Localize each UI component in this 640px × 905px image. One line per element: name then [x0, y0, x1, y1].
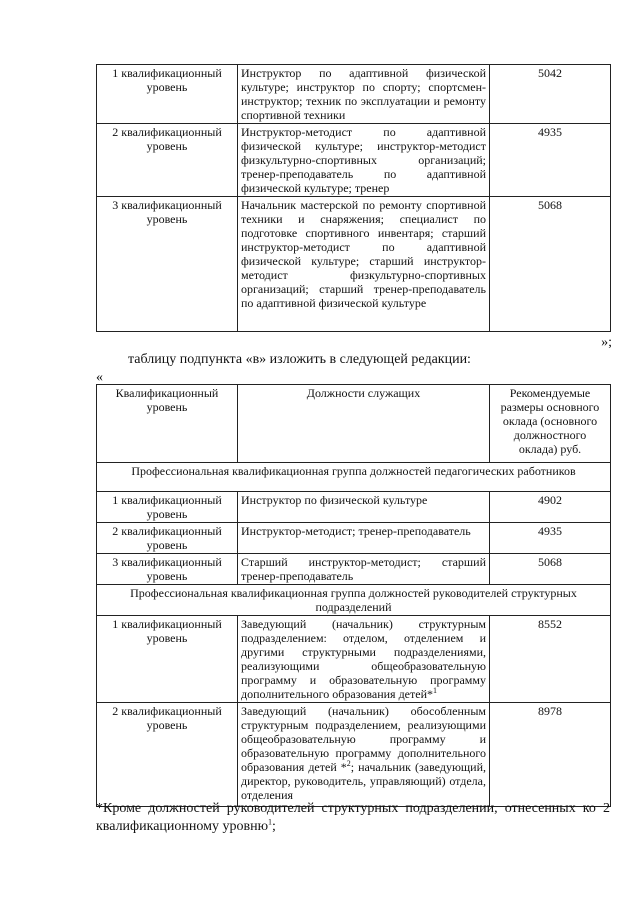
positions-text: Заведующий (начальник) обособленным структурным подразделением, реализующими общеобразовательную программу и образовательную программу дополнительного образования детей * — [241, 704, 486, 774]
amendment-instruction: таблицу подпункта «в» изложить в следующей редакции: — [128, 352, 471, 367]
level-cell: 2 квалификационный уровень — [97, 703, 238, 807]
table-row — [97, 703, 611, 807]
positions-cell: Старший инструктор-методист; старший тренер-преподаватель — [238, 554, 490, 585]
positions-cell: Инструктор по адаптивной физической культуре; инструктор по спорту; спортсмен-инструктор; техник по эксплуатации и ремонту спортивной техники — [238, 65, 490, 124]
salary-cell: 5042 — [490, 65, 611, 124]
footnote — [96, 800, 610, 836]
positions-cell: Инструктор-методист по адаптивной физической культуре; инструктор-методист физкультурно-спортивных организаций; тренер-преподаватель по адаптивной физической культуре; тренер — [238, 124, 490, 197]
footnote-sup: 1 — [268, 817, 273, 827]
footnote-marker: 2 — [346, 759, 351, 768]
salary-cell: 8978 — [490, 703, 611, 807]
table-header-row — [97, 385, 611, 463]
header-level: Квалификационный уровень — [97, 385, 238, 463]
positions-text: Заведующий (начальник) структурным подразделением: отделом, отделением и другими структурными подразделениями, реализующими общеобразовательную программу и образовательную программу дополнительного образования детей* — [241, 617, 486, 701]
table-row — [97, 124, 611, 197]
positions-cell: Начальник мастерской по ремонту спортивной техники и снаряжения; специалист по подготовке спортивного инвентаря; старший инструктор-методист по адаптивной физической культуре; старший инструктор-методист физкультурно-спортивных организаций; старший тренер-преподаватель по адаптивной физической культуре — [238, 197, 490, 332]
qualification-table-sports — [96, 64, 611, 332]
level-cell: 2 квалификационный уровень — [97, 124, 238, 197]
table-row — [97, 554, 611, 585]
level-cell: 1 квалификационный уровень — [97, 616, 238, 703]
salary-cell: 4902 — [490, 492, 611, 523]
closing-quote: »; — [601, 335, 612, 350]
group-title: Профессиональная квалификационная группа должностей педагогических работников — [97, 463, 611, 492]
level-cell: 2 квалификационный уровень — [97, 523, 238, 554]
level-cell: 1 квалификационный уровень — [97, 65, 238, 124]
positions-cell: Инструктор по физической культуре — [238, 492, 490, 523]
level-cell: 1 квалификационный уровень — [97, 492, 238, 523]
table-row — [97, 65, 611, 124]
salary-cell: 4935 — [490, 523, 611, 554]
table-row — [97, 616, 611, 703]
positions-cell — [238, 703, 490, 807]
group-title-row — [97, 585, 611, 616]
level-cell: 3 квалификационный уровень — [97, 197, 238, 332]
salary-cell: 5068 — [490, 197, 611, 332]
footnote-marker: 1 — [433, 686, 437, 695]
table-row — [97, 523, 611, 554]
table-row — [97, 492, 611, 523]
qualification-table-staff — [96, 384, 611, 807]
salary-cell: 4935 — [490, 124, 611, 197]
positions-cell: Инструктор-методист; тренер-преподаватель — [238, 523, 490, 554]
positions-text-continued: ; начальник (заведующий, директор, руководитель, управляющий) отдела, отделения — [241, 760, 486, 802]
header-positions: Должности служащих — [238, 385, 490, 463]
group-title-row — [97, 463, 611, 492]
positions-cell — [238, 616, 490, 703]
salary-cell: 8552 — [490, 616, 611, 703]
level-cell: 3 квалификационный уровень — [97, 554, 238, 585]
table-row — [97, 197, 611, 332]
header-salary: Рекомендуемые размеры основного оклада (основного должностного оклада) руб. — [490, 385, 611, 463]
group-title: Профессиональная квалификационная группа должностей руководителей структурных подразделений — [97, 585, 611, 616]
footnote-tail: ; — [272, 819, 276, 834]
footnote-text: *Кроме должностей руководителей структурных подразделении, отнесенных ко 2 квалификационному уровню — [96, 801, 610, 834]
opening-quote: « — [96, 370, 103, 385]
salary-cell: 5068 — [490, 554, 611, 585]
